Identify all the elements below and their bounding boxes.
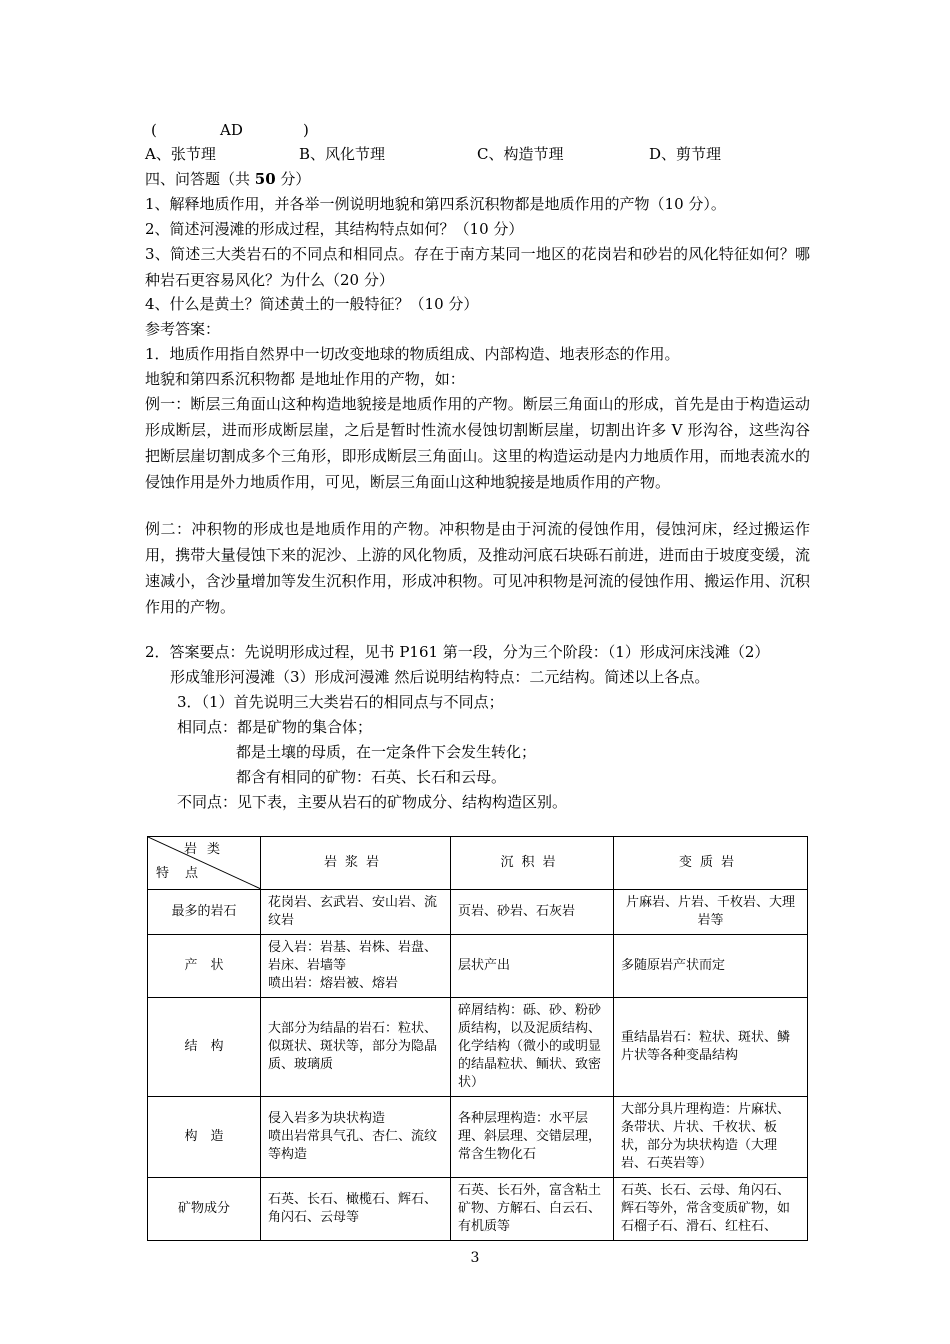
answer-3-same-1: 相同点：都是矿物的集合体； <box>177 718 373 736</box>
table-cell: 层状产出 <box>451 935 614 998</box>
column-header-sedimentary: 沉积岩 <box>451 837 614 890</box>
table-row <box>148 935 808 998</box>
table-cell: 碎屑结构：砾、砂、粉砂质结构，以及泥质结构、化学结构（微小的或明显的结晶粒状、鲕状、致密状） <box>451 998 614 1097</box>
page-number: 3 <box>470 1250 480 1266</box>
table-cell: 花岗岩、玄武岩、安山岩、流纹岩 <box>261 890 451 935</box>
table-cell: 大部分为结晶的岩石：粒状、似斑状、斑状等，部分为隐晶质、玻璃质 <box>261 998 451 1097</box>
answer-1-definition: 1．地质作用指自然界中一切改变地球的物质组成、内部构造、地表形态的作用。 <box>145 345 680 363</box>
choice-a: A、张节理 <box>145 145 216 163</box>
table-cell: 片麻岩、片岩、千枚岩、大理岩等 <box>614 890 808 935</box>
choice-b: B、风化节理 <box>299 145 386 163</box>
table-header-row <box>148 837 808 890</box>
table-cell: 侵入岩：岩基、岩株、岩盘、岩床、岩墙等 喷出岩：熔岩被、熔岩 <box>261 935 451 998</box>
corner-label-top: 岩类 <box>183 842 230 857</box>
question-1: 1、解释地质作用，并各举一例说明地貌和第四系沉积物都是地质作用的产物（10 分）。 <box>145 195 726 213</box>
answer-close-paren: ) <box>303 121 309 139</box>
table-row <box>148 1178 808 1241</box>
row-header-occurrence: 产 状 <box>148 935 261 998</box>
answer-3-intro: 3．（1）首先说明三大类岩石的相同点与不同点； <box>177 693 504 711</box>
answer-value: AD <box>220 121 243 139</box>
answer-1-example-2: 例二：冲积物的形成也是地质作用的产物。冲积物是由于河流的侵蚀作用，侵蚀河床，经过搬运作用，携带大量侵蚀下来的泥沙、上游的风化物质，及推动河底石块砾石前进，进而由于坡度变缓，流速减小，含沙量增加等发生沉积作用，形成冲积物。可见冲积物是河流的侵蚀作用、搬运作用、沉积作用的产物。 <box>145 520 810 616</box>
answer-2-line-2: 形成雏形河漫滩（3）形成河漫滩 然后说明结构特点：二元结构。简述以上各点。 <box>170 668 710 686</box>
choice-d: D、剪节理 <box>649 145 722 163</box>
table-cell: 石英、长石、橄榄石、辉石、角闪石、云母等 <box>261 1178 451 1241</box>
section-score: 50 <box>254 170 276 188</box>
table-cell: 石英、长石、云母、角闪石、辉石等外，常含变质矿物，如石榴子石、滑石、红柱石、 <box>614 1178 808 1241</box>
reference-answer-title: 参考答案： <box>145 320 221 338</box>
section-heading: 四、问答题（共 50 分） <box>145 170 311 188</box>
table-row <box>148 998 808 1097</box>
rock-comparison-table <box>147 836 808 1241</box>
table-cell: 重结晶岩石：粒状、斑状、鳞片状等各种变晶结构 <box>614 998 808 1097</box>
table-row <box>148 1097 808 1178</box>
question-2: 2、简述河漫滩的形成过程，其结构特点如何？（10 分） <box>145 220 524 238</box>
table-cell: 多随原岩产状而定 <box>614 935 808 998</box>
table-cell: 石英、长石外，富含粘土矿物、方解石、白云石、有机质等 <box>451 1178 614 1241</box>
answer-open-paren: ( <box>151 121 157 139</box>
answer-1-statement: 地貌和第四系沉积物都 是地址作用的产物，如： <box>145 370 465 388</box>
table-corner-cell <box>148 837 261 890</box>
row-header-structure: 构 造 <box>148 1097 261 1178</box>
table-cell: 侵入岩多为块状构造 喷出岩常具气孔、杏仁、流纹等构造 <box>261 1097 451 1178</box>
column-header-igneous: 岩浆岩 <box>261 837 451 890</box>
row-header-texture: 结 构 <box>148 998 261 1097</box>
answer-3-difference: 不同点：见下表，主要从岩石的矿物成分、结构构造区别。 <box>177 793 568 811</box>
corner-label-bottom: 特点 <box>156 866 215 881</box>
answer-3-same-3: 都含有相同的矿物：石英、长石和云母。 <box>236 768 507 786</box>
answer-1-example-1: 例一：断层三角面山这种构造地貌接是地质作用的产物。断层三角面山的形成，首先是由于构造运动形成断层，进而形成断层崖，之后是暂时性流水侵蚀切割断层崖，切割出许多 V 形沟谷，这些沟谷把断层崖切割成多个三角形，即形成断层三角面山。这里的构造运动是内力地质作用，而地表流水的侵蚀作用是外力地质作用，可见，断层三角面山这种地貌接是地质作用的产物。 <box>145 395 810 491</box>
question-3: 3、简述三大类岩石的不同点和相同点。存在于南方某同一地区的花岗岩和砂岩的风化特征如何？哪种岩石更容易风化？为什么（20 分） <box>145 245 810 289</box>
table-row <box>148 890 808 935</box>
row-header-minerals: 矿物成分 <box>148 1178 261 1241</box>
choice-c: C、构造节理 <box>477 145 564 163</box>
row-header-common-rocks: 最多的岩石 <box>148 890 261 935</box>
column-header-metamorphic: 变质岩 <box>614 837 808 890</box>
answer-3-same-2: 都是土壤的母质，在一定条件下会发生转化； <box>236 743 537 761</box>
answer-2-line-1: 2．答案要点：先说明形成过程，见书 P161 第一段，分为三个阶段：（1）形成河床浅滩（2） <box>145 643 770 661</box>
table-cell: 页岩、砂岩、石灰岩 <box>451 890 614 935</box>
table-cell: 各种层理构造：水平层理、斜层理、交错层理，常含生物化石 <box>451 1097 614 1178</box>
question-4: 4、什么是黄土？简述黄土的一般特征？（10 分） <box>145 295 479 313</box>
table-cell: 大部分具片理构造：片麻状、条带状、片状、千枚状、板状，部分为块状构造（大理岩、石英岩等） <box>614 1097 808 1178</box>
